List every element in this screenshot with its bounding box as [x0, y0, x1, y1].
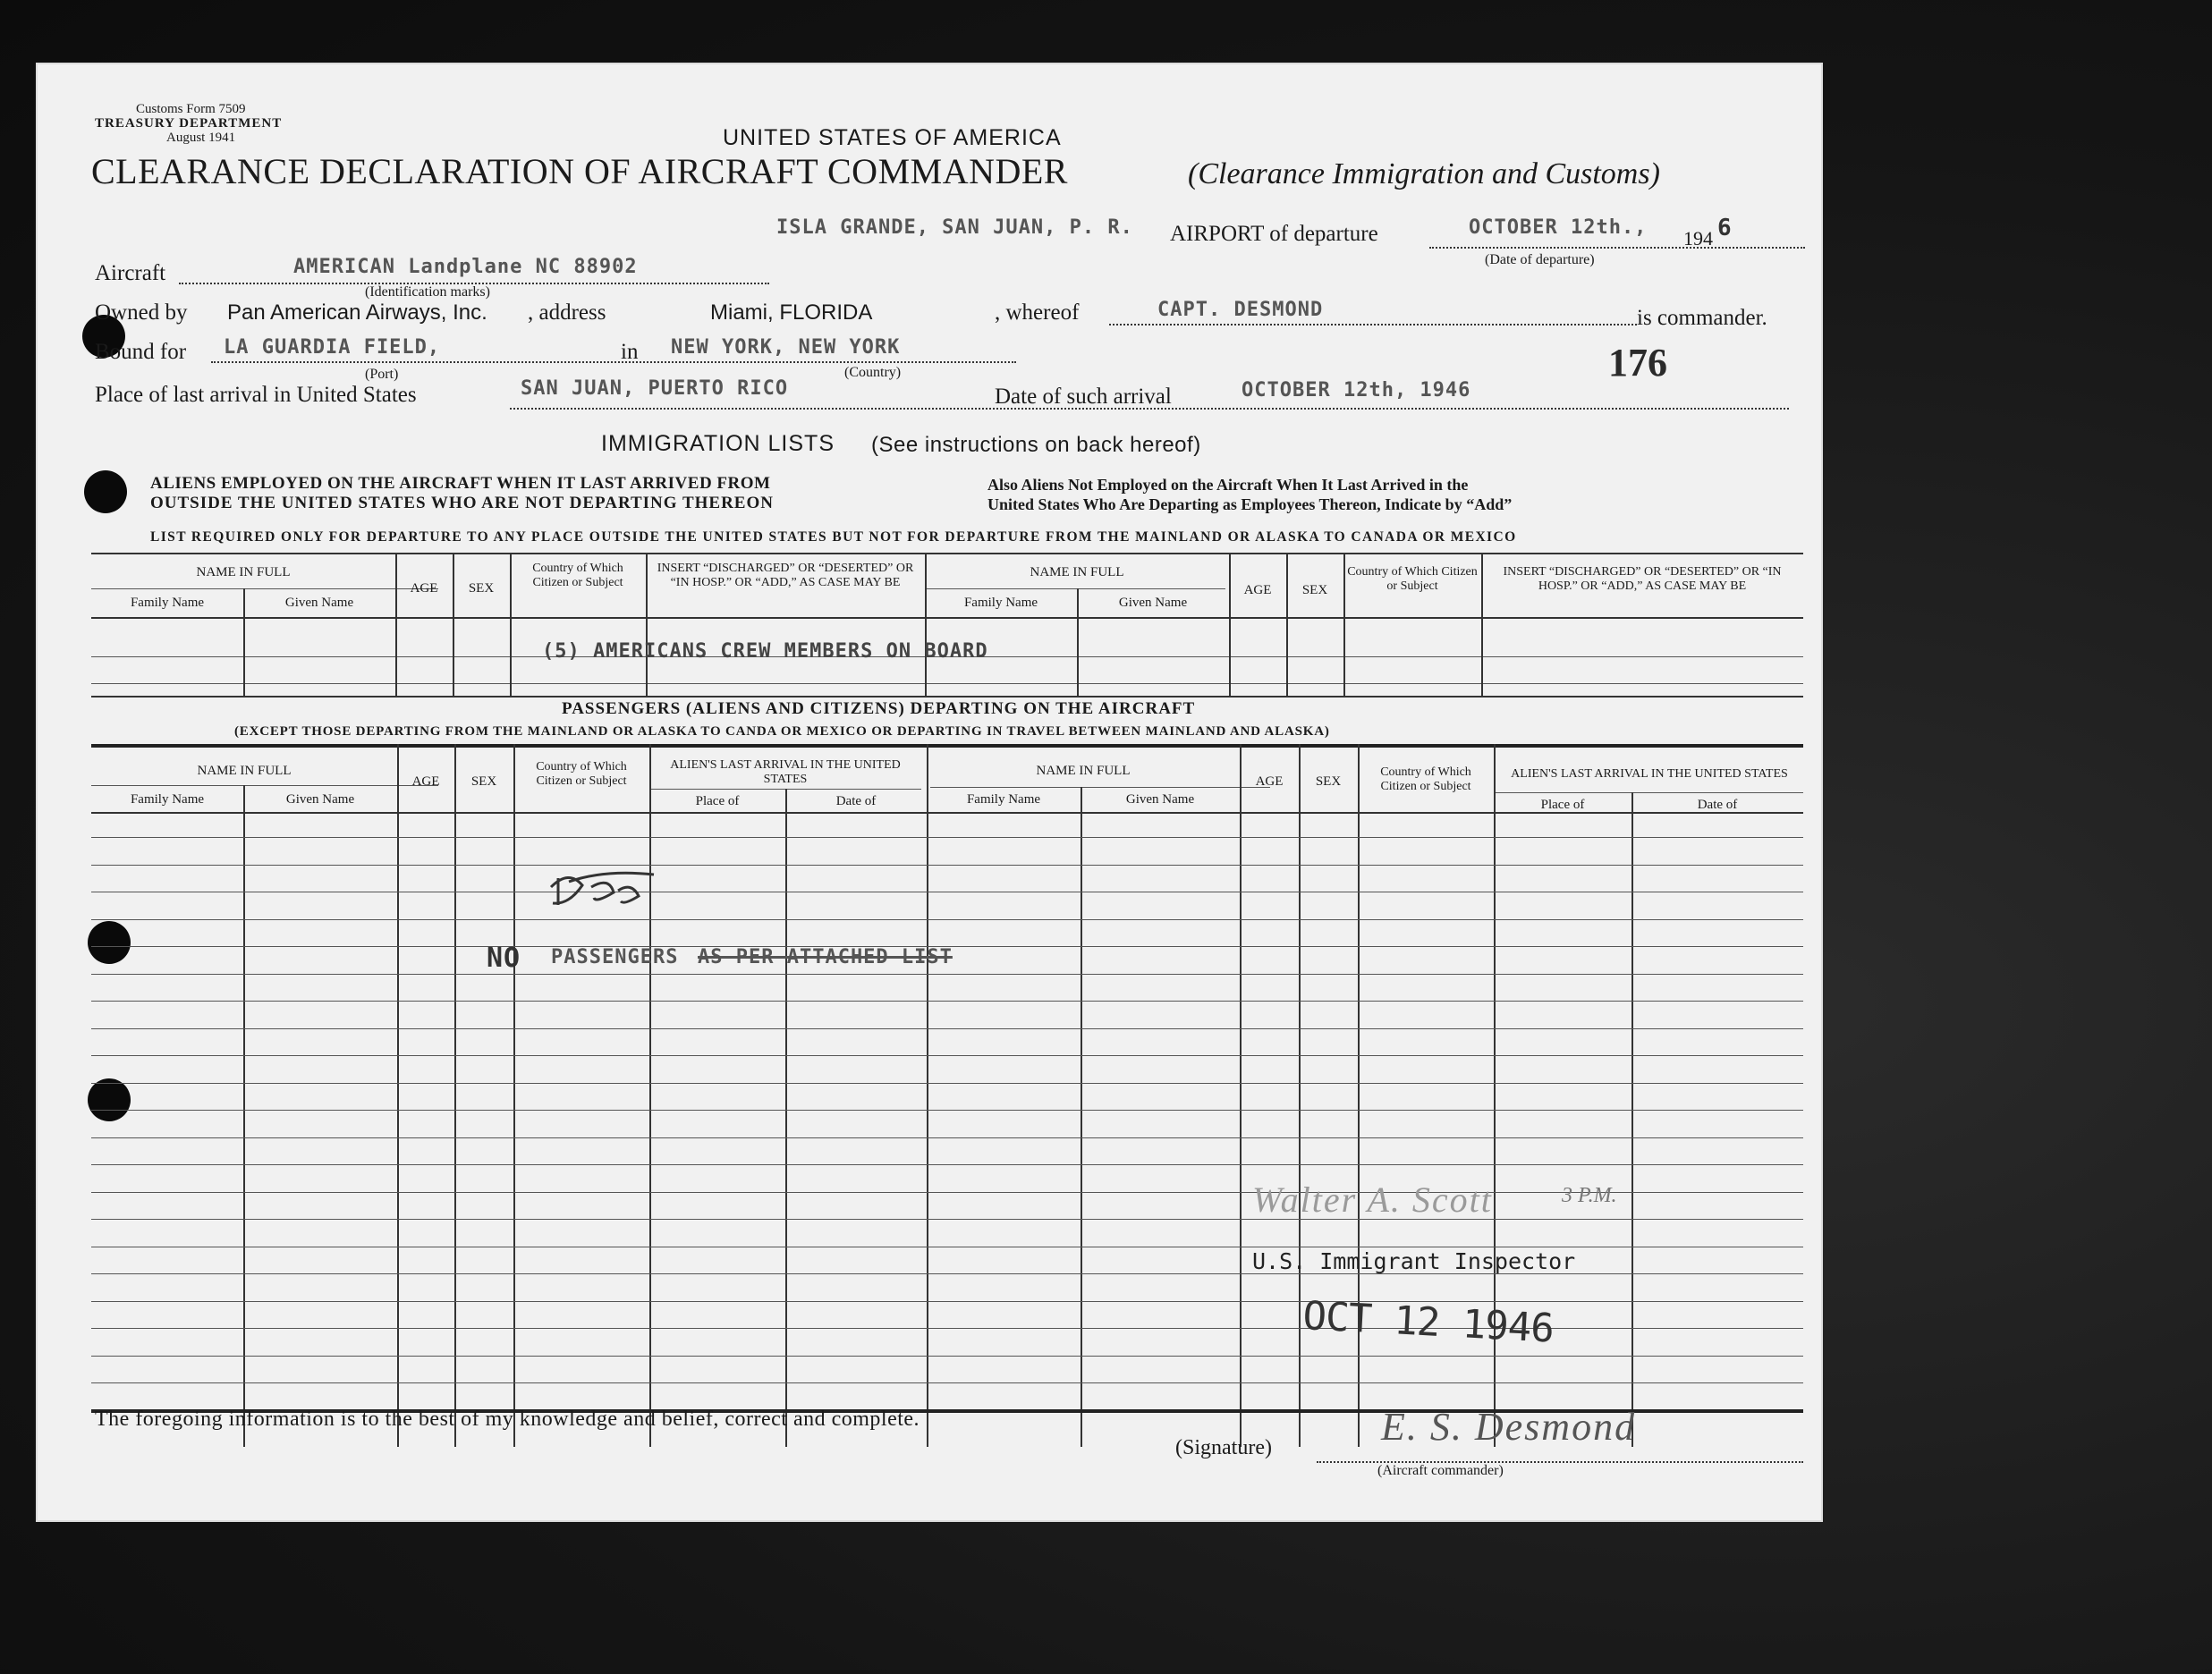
list-required-note: LIST REQUIRED ONLY FOR DEPARTURE TO ANY PLACE OUTSIDE THE UNITED STATES BUT NOT FOR DEPARTURE FROM THE MAINLAND OR ALASKA TO CANADA OR MEXICO: [150, 529, 1517, 545]
pcol-name-in-full: NAME IN FULL: [197, 764, 292, 778]
inspector-title: U.S. Immigrant Inspector: [1252, 1248, 1576, 1274]
departure-date-value: OCTOBER 12th.,: [1469, 216, 1648, 239]
crew-entry: (5) AMERICANS CREW MEMBERS ON BOARD: [542, 640, 988, 663]
pcol-age: AGE: [411, 774, 440, 789]
signature-label: (Signature): [1175, 1436, 1272, 1459]
rule: [1494, 792, 1803, 793]
commander-dots: [1109, 324, 1637, 326]
col-age: AGE: [410, 581, 438, 596]
pcol-date-of-2: Date of: [1697, 798, 1738, 812]
row-rule: [91, 1382, 1803, 1383]
col-insert-note: INSERT “DISCHARGED” OR “DESERTED” OR “IN HOSP.” OR “ADD,” AS CASE MAY BE: [657, 562, 914, 589]
pcol-place-of: Place of: [695, 794, 740, 808]
pcol-sex-2: SEX: [1315, 774, 1342, 789]
last-arrival-label: Place of last arrival in United States: [95, 383, 417, 407]
aliens-note-2: OUTSIDE THE UNITED STATES WHO ARE NOT DEPARTING THEREON: [150, 494, 774, 512]
rule: [1299, 744, 1301, 1447]
date-dots: [1429, 247, 1805, 249]
row-rule: [91, 1028, 1803, 1029]
row-rule: [91, 1192, 1803, 1193]
arrival-date-value: OCTOBER 12th, 1946: [1242, 379, 1471, 402]
row-rule: [91, 1001, 1803, 1002]
commander-signature: E. S. Desmond: [1381, 1405, 1637, 1449]
col-sex-2: SEX: [1301, 583, 1328, 597]
row-rule: [91, 1137, 1803, 1138]
pcol-name-in-full-2: NAME IN FULL: [1036, 764, 1131, 778]
page-subtitle: (Clearance Immigration and Customs): [1188, 157, 1660, 190]
page-title: CLEARANCE DECLARATION OF AIRCRAFT COMMANDER: [91, 151, 1068, 191]
pcol-family-name-2: Family Name: [966, 792, 1041, 807]
arrival-date-label: Date of such arrival: [995, 385, 1172, 409]
crew-table-top: [91, 553, 1803, 554]
pcol-family-name: Family Name: [130, 792, 205, 807]
departure-year-prefix: 194: [1683, 227, 1713, 249]
immigration-heading: IMMIGRATION LISTS: [601, 431, 835, 456]
passengers-subheading: (EXCEPT THOSE DEPARTING FROM THE MAINLAND OR ALASKA TO CANDA OR MEXICO OR DEPARTING IN TRAVEL BETWEEN MAINLAND AND ALASKA): [234, 724, 1330, 739]
rule: [91, 785, 438, 786]
col-country: Country of Which Citizen or Subject: [532, 562, 623, 589]
rule: [649, 744, 651, 1447]
rule: [1343, 553, 1345, 696]
pcol-last-arrival: ALIEN'S LAST ARRIVAL IN THE UNITED STATES: [670, 758, 901, 786]
rule: [91, 683, 1803, 684]
rule: [513, 744, 515, 1447]
rule: [1481, 553, 1483, 696]
inspector-time-mark: 3 P.M.: [1562, 1184, 1617, 1207]
rule: [510, 553, 512, 696]
rule: [1081, 787, 1082, 1447]
passenger-entry-struck: AS PER ATTACHED LIST: [698, 946, 953, 968]
rule: [646, 553, 648, 696]
row-rule: [91, 974, 1803, 975]
pcol-country-2: Country of Which Citizen or Subject: [1380, 765, 1471, 793]
row-rule: [91, 1110, 1803, 1111]
rule: [454, 744, 456, 1447]
pcol-age-2: AGE: [1255, 774, 1284, 789]
bound-dots: [211, 361, 1016, 363]
punch-hole: [84, 470, 127, 513]
aircraft-label: Aircraft: [95, 261, 166, 285]
record-number: 176: [1608, 341, 1667, 385]
bound-label: Bound for: [95, 340, 187, 364]
row-rule: [91, 1219, 1803, 1220]
aircraft-value: AMERICAN Landplane NC 88902: [293, 256, 638, 278]
col-country-2: Country of Which Citizen or Subject: [1347, 565, 1478, 593]
passenger-header-bottom: [91, 812, 1803, 814]
passenger-entry: PASSENGERS: [551, 946, 679, 968]
passenger-table-top: [91, 744, 1803, 748]
row-rule: [91, 1083, 1803, 1084]
inspector-signature: Walter A. Scott: [1252, 1179, 1493, 1220]
row-rule: [91, 1164, 1803, 1165]
also-aliens-note-2: United States Who Are Departing as Employees Thereon, Indicate by “Add”: [987, 495, 1513, 513]
col-given-name-2: Given Name: [1118, 596, 1188, 610]
declaration-statement: The foregoing information is to the best of my knowledge and belief, correct and complete.: [95, 1408, 920, 1431]
row-rule: [91, 1055, 1803, 1056]
pcol-given-name-2: Given Name: [1125, 792, 1195, 807]
punch-hole: [88, 1078, 131, 1121]
pcol-sex: SEX: [470, 774, 497, 789]
country-caption: (Country): [844, 365, 902, 380]
rule: [1286, 553, 1288, 696]
port-caption: (Port): [365, 367, 399, 382]
owner-label: Owned by: [95, 300, 188, 325]
bound-port-value: LA GUARDIA FIELD,: [224, 336, 441, 359]
form-date: August 1941: [166, 131, 236, 145]
row-rule: [91, 1356, 1803, 1357]
passenger-entry-no: NO: [487, 943, 521, 974]
country-heading: UNITED STATES OF AMERICA: [723, 125, 1062, 150]
aircraft-caption: (Identification marks): [365, 284, 490, 300]
col-sex: SEX: [468, 581, 495, 596]
pcol-place-of-2: Place of: [1540, 798, 1585, 812]
rule: [91, 588, 438, 589]
signature-caption: (Aircraft commander): [1377, 1463, 1504, 1478]
row-rule: [91, 919, 1803, 920]
rule: [243, 785, 245, 1447]
commander-value: CAPT. DESMOND: [1157, 299, 1324, 321]
bound-country-value: NEW YORK, NEW YORK: [671, 336, 901, 359]
col-family-name-2: Family Name: [963, 596, 1038, 610]
pcol-country: Country of Which Citizen or Subject: [536, 760, 627, 788]
departure-airport-value: ISLA GRANDE, SAN JUAN, P. R.: [776, 216, 1133, 239]
rule: [927, 744, 928, 1447]
rule: [1240, 744, 1242, 1447]
pcol-last-arrival-2: ALIEN'S LAST ARRIVAL IN THE UNITED STATES: [1511, 767, 1788, 781]
col-given-name: Given Name: [284, 596, 354, 610]
rule: [785, 789, 787, 1447]
row-rule: [91, 1301, 1803, 1302]
also-aliens-note-1: Also Aliens Not Employed on the Aircraft When It Last Arrived in the: [987, 476, 1469, 494]
col-family-name: Family Name: [130, 596, 205, 610]
col-insert-note-2: INSERT “DISCHARGED” OR “DESERTED” OR “IN HOSP.” OR “ADD,” AS CASE MAY BE: [1503, 565, 1782, 593]
rule: [930, 787, 1270, 788]
last-arrival-value: SAN JUAN, PUERTO RICO: [521, 377, 789, 400]
form-number: Customs Form 7509: [136, 102, 246, 116]
immigration-note: (See instructions on back hereof): [871, 433, 1201, 457]
inspection-date-stamp: OCT 12 1946: [1301, 1293, 1555, 1352]
rule: [395, 553, 397, 696]
punch-hole: [88, 921, 131, 964]
col-age-2: AGE: [1243, 583, 1272, 597]
aliens-note-1: ALIENS EMPLOYED ON THE AIRCRAFT WHEN IT LAST ARRIVED FROM: [150, 474, 771, 493]
bound-in-label: in: [621, 340, 639, 364]
col-name-in-full: NAME IN FULL: [196, 565, 291, 579]
departure-year-suffix: 6: [1717, 215, 1733, 241]
departure-date-caption: (Date of departure): [1485, 252, 1595, 267]
rule: [397, 744, 399, 1447]
department: TREASURY DEPARTMENT: [95, 116, 283, 131]
crew-header-bottom: [91, 617, 1803, 619]
pcol-given-name: Given Name: [285, 792, 355, 807]
initials-mark: [542, 860, 658, 923]
crew-table-bottom: [91, 696, 1803, 698]
form-paper: [36, 63, 1823, 1522]
row-rule: [91, 837, 1803, 838]
departure-airport-label: AIRPORT of departure: [1170, 222, 1378, 246]
row-rule: [91, 865, 1803, 866]
address-value: Miami, FLORIDA: [710, 300, 873, 325]
col-name-in-full-2: NAME IN FULL: [1030, 565, 1124, 579]
pcol-date-of: Date of: [835, 794, 877, 808]
commander-label: is commander.: [1637, 306, 1767, 330]
rule: [1631, 792, 1633, 1447]
rule: [1229, 553, 1231, 696]
owner-value: Pan American Airways, Inc.: [227, 300, 487, 325]
rule: [925, 588, 1225, 589]
rule: [453, 553, 454, 696]
passengers-heading: PASSENGERS (ALIENS AND CITIZENS) DEPARTING ON THE AIRCRAFT: [562, 699, 1196, 718]
whereof-label: , whereof: [995, 300, 1080, 325]
address-label: , address: [528, 300, 606, 325]
